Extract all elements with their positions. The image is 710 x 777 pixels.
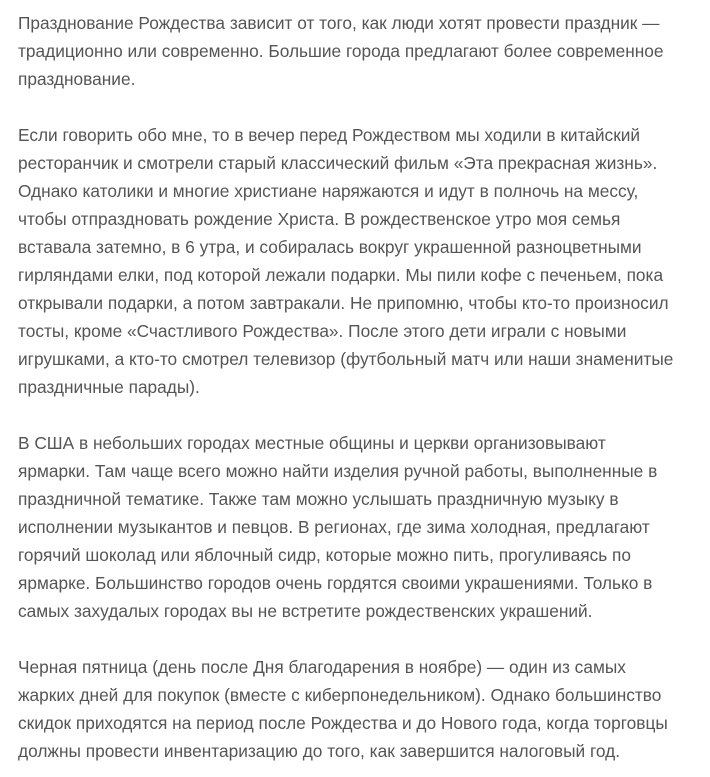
paragraph-line: открывали подарки, а потом завтракали. Не припомню, чтобы кто-то произносил (18, 293, 669, 313)
paragraph-2 (18, 121, 690, 401)
paragraph-line: горячий шоколад или яблочный сидр, которые можно пить, прогуливаясь по (18, 545, 632, 565)
paragraph-line: Празднование Рождества зависит от того, как люди хотят провести праздник — (18, 13, 660, 33)
paragraph-line: ярмарке. Большинство городов очень гордятся своими украшениями. Только в (18, 573, 653, 593)
paragraph-4 (18, 653, 690, 765)
paragraph-line: скидок приходятся на период после Рождества и до Нового года, когда торговцы (18, 713, 668, 733)
paragraph-line: самых захудалых городах вы не встретите рождественских украшений. (18, 601, 593, 621)
paragraph-line: Если говорить обо мне, то в вечер перед Рождеством мы ходили в китайский (18, 125, 641, 145)
paragraph-line: Однако католики и многие христиане наряжаются и идут в полночь на мессу, (18, 181, 639, 201)
paragraph-line: чтобы отпраздновать рождение Христа. В рождественское утро моя семья (18, 209, 621, 229)
paragraph-line: празднование. (18, 69, 136, 89)
paragraph-line: тосты, кроме «Счастливого Рождества». После этого дети играли с новыми (18, 321, 627, 341)
paragraph-line: ярмарки. Там чаще всего можно найти изделия ручной работы, выполненные в (18, 461, 658, 481)
paragraph-line: праздничной тематике. Также там можно услышать праздничную музыку в (18, 489, 619, 509)
paragraph-line: традиционно или современно. Большие города предлагают более современное (18, 41, 664, 61)
paragraph-3 (18, 429, 690, 625)
paragraph-line: В США в небольших городах местные общины и церкви организовывают (18, 433, 606, 453)
paragraph-line: вставала затемно, в 6 утра, и собиралась вокруг украшенной разноцветными (18, 237, 642, 257)
paragraph-line: игрушками, а кто-то смотрел телевизор (футбольный матч или наши знаменитые (18, 349, 674, 369)
paragraph-line: исполнении музыкантов и певцов. В регионах, где зима холодная, предлагают (18, 517, 650, 537)
paragraph-line: жарких дней для покупок (вместе с киберпонедельником). Однако большинство (18, 685, 662, 705)
paragraph-line: гирляндами елки, под которой лежали подарки. Мы пили кофе с печеньем, пока (18, 265, 664, 285)
paragraph-line: Черная пятница (день после Дня благодарения в ноябре) — один из самых (18, 657, 626, 677)
paragraph-line: ресторанчик и смотрели старый классический фильм «Эта прекрасная жизнь». (18, 153, 658, 173)
paragraph-line: должны провести инвентаризацию до того, как завершится налоговый год. (18, 741, 621, 761)
paragraph-line: праздничные парады). (18, 377, 200, 397)
paragraph-1 (18, 9, 690, 93)
